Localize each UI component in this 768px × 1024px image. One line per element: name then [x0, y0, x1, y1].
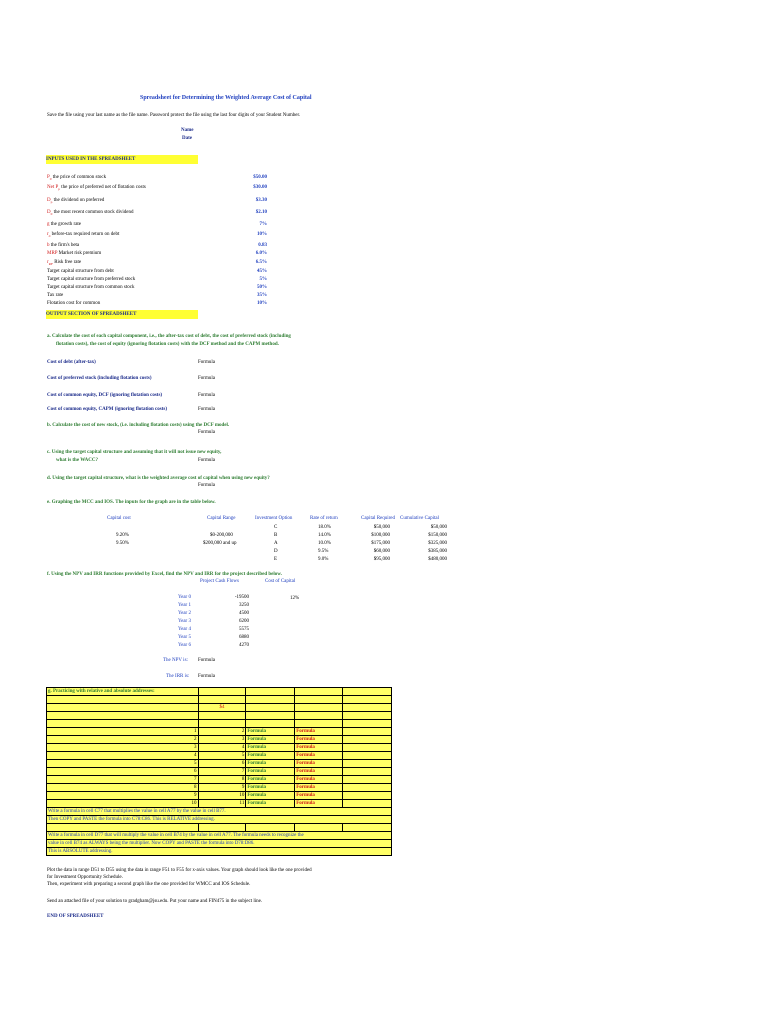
- grid-cell: [246, 824, 295, 832]
- mcc-header: Capital Range: [207, 516, 236, 521]
- input-description: the firm's beta: [49, 243, 80, 248]
- date-label: Date: [182, 136, 192, 141]
- grid-b-value: 7: [198, 768, 246, 776]
- input-label: [47, 221, 81, 229]
- input-description: Target capital structure from preferred stock: [47, 277, 136, 282]
- mcc-header: Investment Option: [255, 516, 293, 521]
- grid-cell: [47, 720, 199, 728]
- mcc-cell: 18.0%: [318, 525, 331, 530]
- grid-cell: [246, 712, 295, 720]
- input-symbol: MRP: [47, 251, 58, 256]
- cost-of-capital-value: 12%: [290, 596, 300, 601]
- grid-row: [47, 728, 392, 736]
- grid-cell: [246, 696, 295, 704]
- input-symbol-subscript: p: [50, 200, 53, 204]
- grid-row: [47, 744, 392, 752]
- grid-cell: [47, 824, 199, 832]
- grid-a-value: 8: [47, 784, 199, 792]
- input-row: [47, 221, 267, 229]
- input-value: 50%: [257, 285, 267, 290]
- input-description: Target capital structure from debt: [47, 269, 114, 274]
- input-value: $30.00: [253, 185, 267, 190]
- grid-relative-formula: Formula: [246, 760, 295, 768]
- grid-b-value: 5: [198, 752, 246, 760]
- grid-cell: [295, 720, 343, 728]
- grid-a-value: 6: [47, 768, 199, 776]
- input-label: [47, 242, 79, 250]
- grid-absolute-formula: Formula: [295, 768, 343, 776]
- input-row: [47, 242, 267, 250]
- input-value: 35%: [257, 293, 267, 298]
- input-description: Tax rate: [47, 293, 64, 298]
- input-row: [47, 259, 267, 267]
- input-label: [47, 209, 133, 218]
- question-e: e. Graphing the MCC and IOS. The inputs for the graph are in the table below.: [47, 500, 216, 505]
- year-label: Year 5: [178, 635, 191, 640]
- input-description: Market risk premium: [57, 251, 102, 256]
- output-header: OUTPUT SECTION OF SPREADSHEET: [46, 310, 198, 319]
- mcc-cell: $95,000: [373, 557, 390, 562]
- npv-label: The NPV is:: [163, 658, 188, 663]
- irr-value: Formula: [198, 674, 215, 679]
- grid-relative-formula: Formula: [246, 776, 295, 784]
- grid-absolute-formula: Formula: [295, 760, 343, 768]
- grid-absolute-formula: Formula: [295, 784, 343, 792]
- mcc-cell: $100,000: [371, 533, 390, 538]
- cost-of-capital-header: Cost of Capital: [265, 579, 296, 584]
- grid-a-value: 5: [47, 760, 199, 768]
- grid-row: [47, 784, 392, 792]
- grid-b-value: 10: [198, 792, 246, 800]
- input-value: 5%: [259, 277, 267, 282]
- mcc-cell: 9.0%: [318, 557, 329, 562]
- mcc-cell: $150,000: [428, 533, 447, 538]
- input-value: 45%: [257, 269, 267, 274]
- grid-row: [47, 848, 392, 856]
- cost-label: Cost of common equity, CAPM (ignoring flotation costs): [47, 407, 167, 412]
- grid-cell: [295, 688, 343, 696]
- cost-value: Formula: [198, 360, 215, 365]
- grid-a-value: 4: [47, 752, 199, 760]
- input-symbol: P: [47, 175, 50, 180]
- grid-absolute-formula: Formula: [295, 736, 343, 744]
- cash-flow-value: 6880: [239, 635, 249, 640]
- name-label: Name: [181, 128, 194, 133]
- mcc-header: Capital Required: [361, 516, 396, 521]
- grid-relative-formula: Formula: [246, 728, 295, 736]
- input-value: 6.5%: [255, 260, 267, 265]
- cash-flow-value: 6200: [239, 619, 249, 624]
- input-description: Risk free rate: [52, 260, 82, 265]
- mcc-cell: $175,000: [371, 541, 390, 546]
- cash-flow-value: 4500: [239, 611, 249, 616]
- grid-note: Write a formula in cell D77 that will multiply the value in cell B74 by the value in cell A77. The formula needs to recognize the: [47, 832, 392, 840]
- cash-flows-header: Project Cash Flows: [200, 579, 239, 584]
- grid-relative-formula: Formula: [246, 768, 295, 776]
- input-description: the price of common stock: [51, 175, 107, 180]
- grid-cell: [343, 720, 392, 728]
- grid-title: g. Practicing with relative and absolute addresses:: [47, 688, 199, 696]
- input-value: 10%: [257, 301, 267, 306]
- grid-note: Then COPY and PASTE the formula into C78:C86. This is RELATIVE addressing.: [47, 816, 392, 824]
- grid-cell: [343, 736, 392, 744]
- mcc-cell: E: [274, 557, 278, 562]
- grid-cell: [343, 704, 392, 712]
- input-row: [47, 250, 267, 258]
- grid-absolute-formula: Formula: [295, 752, 343, 760]
- year-label: Year 2: [178, 611, 191, 616]
- grid-relative-formula: Formula: [246, 800, 295, 808]
- question-c-value: Formula: [198, 458, 215, 463]
- mcc-capital-cost: 9.50%: [116, 541, 129, 546]
- grid-relative-formula: Formula: [246, 784, 295, 792]
- mcc-header: Cumulative Capital: [400, 516, 440, 521]
- mcc-cell: $385,000: [428, 549, 447, 554]
- input-symbol: r: [47, 260, 49, 265]
- input-value: 7%: [259, 222, 267, 227]
- grid-absolute-formula: Formula: [295, 792, 343, 800]
- question-b: b. Calculate the cost of new stock, (i.e. including flotation costs) using the DCF model.: [47, 423, 230, 428]
- grid-absolute-formula: Formula: [295, 728, 343, 736]
- grid-b-value: 3: [198, 736, 246, 744]
- input-value: $2.10: [255, 210, 267, 215]
- grid-b-value: 2: [198, 728, 246, 736]
- cost-value: Formula: [198, 376, 215, 381]
- grid-cell: [343, 792, 392, 800]
- grid-cell: [295, 824, 343, 832]
- input-label: [47, 174, 106, 183]
- input-label: [47, 250, 101, 258]
- cash-flow-value: 5575: [239, 627, 249, 632]
- question-d: d. Using the target capital structure, what is the weighted average cost of capital when using new equity?: [47, 476, 270, 481]
- grid-row: [47, 752, 392, 760]
- year-label: Year 1: [178, 603, 191, 608]
- grid-cell: [47, 696, 199, 704]
- grid-cell: [198, 720, 246, 728]
- end-of-spreadsheet: END OF SPREADSHEET: [47, 914, 104, 919]
- grid-cell: [295, 696, 343, 704]
- question-c-line2: what is the WACC?: [56, 458, 98, 463]
- grid-relative-formula: Formula: [246, 736, 295, 744]
- grid-relative-formula: Formula: [246, 792, 295, 800]
- address-practice-grid: [46, 687, 392, 856]
- mcc-cell: $50,000: [430, 525, 447, 530]
- inputs-header: INPUTS USED IN THE SPREADSHEET: [46, 155, 198, 164]
- grid-absolute-formula: Formula: [295, 744, 343, 752]
- input-label: [47, 292, 63, 300]
- grid-a-value: 1: [47, 728, 199, 736]
- mcc-cell: C: [274, 525, 278, 530]
- grid-relative-formula: Formula: [246, 752, 295, 760]
- multiplier-cell: $4: [198, 704, 246, 712]
- year-label: Year 0: [178, 595, 191, 600]
- cash-flow-value: 4270: [239, 643, 249, 648]
- cost-label: Cost of common equity, DCF (ignoring flotation costs): [47, 393, 163, 398]
- mcc-capital-cost: 9.20%: [116, 533, 129, 538]
- question-a-line1: a. Calculate the cost of each capital component, i.e., the after-tax cost of debt, the cost of preferred stock (including: [47, 334, 291, 339]
- input-symbol-subscript: d: [48, 234, 51, 238]
- input-label: [47, 284, 134, 292]
- question-c-line1: c. Using the target capital structure and assuming that it will not issue new equity,: [47, 450, 222, 455]
- mcc-capital-range: $200,000 and up: [203, 541, 237, 546]
- grid-cell: [295, 704, 343, 712]
- grid-cell: [198, 688, 246, 696]
- input-row: [47, 174, 267, 182]
- input-row: [47, 276, 267, 284]
- grid-row: [47, 712, 392, 720]
- mcc-cell: $50,000: [373, 525, 390, 530]
- input-label: [47, 231, 119, 240]
- plot-instruction-3: Then, experiment with preparing a second graph like the one provided for WMCC and IOS Schedule.: [47, 882, 251, 887]
- grid-cell: [246, 720, 295, 728]
- cash-flow-value: -19500: [234, 595, 249, 600]
- grid-a-value: 3: [47, 744, 199, 752]
- question-f: f. Using the NPV and IRR functions provided by Excel, find the NPV and IRR for the project described below.: [47, 572, 282, 577]
- grid-b-value: 11: [198, 800, 246, 808]
- grid-cell: [343, 688, 392, 696]
- grid-cell: [343, 752, 392, 760]
- cost-label: Cost of preferred stock (including flotation costs): [47, 376, 152, 381]
- mcc-cell: 10.0%: [318, 541, 331, 546]
- irr-label: The IRR is:: [166, 674, 190, 679]
- grid-cell: [343, 824, 392, 832]
- npv-value: Formula: [198, 658, 215, 663]
- grid-row: [47, 776, 392, 784]
- input-description: Target capital structure from common stock: [47, 285, 135, 290]
- input-symbol: D: [47, 198, 51, 203]
- mcc-cell: D: [274, 549, 278, 554]
- grid-row: [47, 840, 392, 848]
- input-row: [47, 197, 267, 205]
- cost-value: Formula: [198, 393, 215, 398]
- grid-b-value: 8: [198, 776, 246, 784]
- grid-row: [47, 800, 392, 808]
- grid-note: This is ABSOLUTE addressing.: [47, 848, 392, 856]
- mcc-cell: 14.0%: [318, 533, 331, 538]
- input-value: $3.30: [255, 198, 267, 203]
- grid-row: [47, 792, 392, 800]
- input-symbol-subscript: 0: [49, 177, 52, 181]
- input-symbol: g: [47, 222, 50, 227]
- instruction-text: Save the file using your last name as the file name. Password protect the file using the last four digits of your Student Number.: [47, 113, 301, 118]
- cost-label: Cost of debt (after-tax): [47, 360, 96, 365]
- question-b-value: Formula: [198, 430, 215, 435]
- grid-cell: [343, 760, 392, 768]
- grid-cell: [47, 704, 199, 712]
- mcc-cell: B: [274, 533, 278, 538]
- grid-row: [47, 768, 392, 776]
- input-label: [47, 197, 104, 206]
- grid-row: [47, 696, 392, 704]
- mcc-cell: $480,000: [428, 557, 447, 562]
- input-symbol-subscript: RF: [48, 262, 53, 266]
- input-row: [47, 284, 267, 292]
- grid-cell: [198, 696, 246, 704]
- grid-cell: [47, 712, 199, 720]
- grid-cell: [343, 728, 392, 736]
- grid-b-value: 4: [198, 744, 246, 752]
- input-symbol: r: [47, 232, 49, 237]
- grid-row: [47, 704, 392, 712]
- grid-row: [47, 760, 392, 768]
- input-symbol-subscript: 0: [50, 212, 53, 216]
- grid-a-value: 10: [47, 800, 199, 808]
- input-label: [47, 300, 100, 308]
- question-a-line2: flotation costs), the cost of equity (ignoring flotation costs) with the DCF method and the CAPM method.: [56, 342, 279, 347]
- input-label: [47, 184, 146, 193]
- grid-cell: [343, 784, 392, 792]
- grid-row: [47, 720, 392, 728]
- grid-cell: [198, 824, 246, 832]
- mcc-header: Capital cost: [107, 516, 131, 521]
- page-title: Spreadsheet for Determining the Weighted Average Cost of Capital: [140, 95, 312, 101]
- grid-cell: [246, 704, 295, 712]
- year-label: Year 3: [178, 619, 191, 624]
- input-row: [47, 209, 267, 217]
- grid-row: [47, 824, 392, 832]
- grid-cell: [246, 688, 295, 696]
- input-label: [47, 276, 135, 284]
- mcc-capital-range: $0-200,000: [210, 533, 233, 538]
- input-row: [47, 231, 267, 239]
- grid-cell: [295, 712, 343, 720]
- grid-note: Write a formula in cell C77 that multiplies the value in cell A77 by the value in cell B77.: [47, 808, 392, 816]
- grid-cell: [198, 712, 246, 720]
- grid-cell: [343, 696, 392, 704]
- grid-cell: [343, 744, 392, 752]
- grid-b-value: 6: [198, 760, 246, 768]
- grid-row: [47, 736, 392, 744]
- input-value: 10%: [257, 232, 267, 237]
- grid-cell: [343, 776, 392, 784]
- input-value: 0.83: [258, 243, 267, 248]
- grid-a-value: 7: [47, 776, 199, 784]
- grid-row: [47, 808, 392, 816]
- grid-absolute-formula: Formula: [295, 776, 343, 784]
- mcc-cell: $60,000: [373, 549, 390, 554]
- send-instruction: Send an attached file of your solution to gradgham@jsu.edu. Put your name and FIN475 in the subject line.: [47, 899, 263, 904]
- input-value: $50.00: [253, 175, 267, 180]
- plot-instruction-2: for Investment Opportunity Schedule.: [47, 875, 123, 880]
- grid-b-value: 9: [198, 784, 246, 792]
- question-d-value: Formula: [198, 483, 215, 488]
- input-description: the price of preferred net of flotation costs: [60, 185, 146, 190]
- grid-absolute-formula: Formula: [295, 800, 343, 808]
- input-row: [47, 300, 267, 308]
- input-row: [47, 292, 267, 300]
- grid-cell: [343, 712, 392, 720]
- year-label: Year 6: [178, 643, 191, 648]
- grid-note: value in cell B74 as ALWAYS being the multiplier. Now COPY and PASTE the formula into D78:D86.: [47, 840, 392, 848]
- grid-relative-formula: Formula: [246, 744, 295, 752]
- cost-value: Formula: [198, 407, 215, 412]
- grid-row: [47, 832, 392, 840]
- input-description: the dividend on preferred: [52, 198, 105, 203]
- input-row: [47, 268, 267, 276]
- input-symbol: b: [47, 243, 50, 248]
- input-value: 6.0%: [255, 251, 267, 256]
- grid-cell: [343, 768, 392, 776]
- input-label: [47, 259, 81, 268]
- grid-row: [47, 816, 392, 824]
- mcc-cell: A: [274, 541, 278, 546]
- mcc-cell: $325,000: [428, 541, 447, 546]
- input-symbol: Net P: [47, 185, 59, 190]
- mcc-cell: 9.5%: [318, 549, 329, 554]
- input-description: the growth rate: [49, 222, 82, 227]
- input-row: [47, 184, 267, 192]
- grid-row: [47, 688, 392, 696]
- input-symbol: D: [47, 210, 51, 215]
- plot-instruction-1: Plot the data in range D51 to D55 using the data in range F51 to F55 for x-axis values. Your graph should look like the one provided: [47, 868, 312, 873]
- input-description: the most recent common stock dividend: [52, 210, 134, 215]
- cash-flow-value: 3250: [239, 603, 249, 608]
- input-symbol-subscript: p: [58, 187, 60, 191]
- input-description: before-tax required return on debt: [50, 232, 120, 237]
- input-description: Flotation cost for common: [47, 301, 101, 306]
- grid-a-value: 9: [47, 792, 199, 800]
- mcc-header: Rate of return: [310, 516, 338, 521]
- input-label: [47, 268, 114, 276]
- grid-a-value: 2: [47, 736, 199, 744]
- grid-cell: [343, 800, 392, 808]
- year-label: Year 4: [178, 627, 191, 632]
